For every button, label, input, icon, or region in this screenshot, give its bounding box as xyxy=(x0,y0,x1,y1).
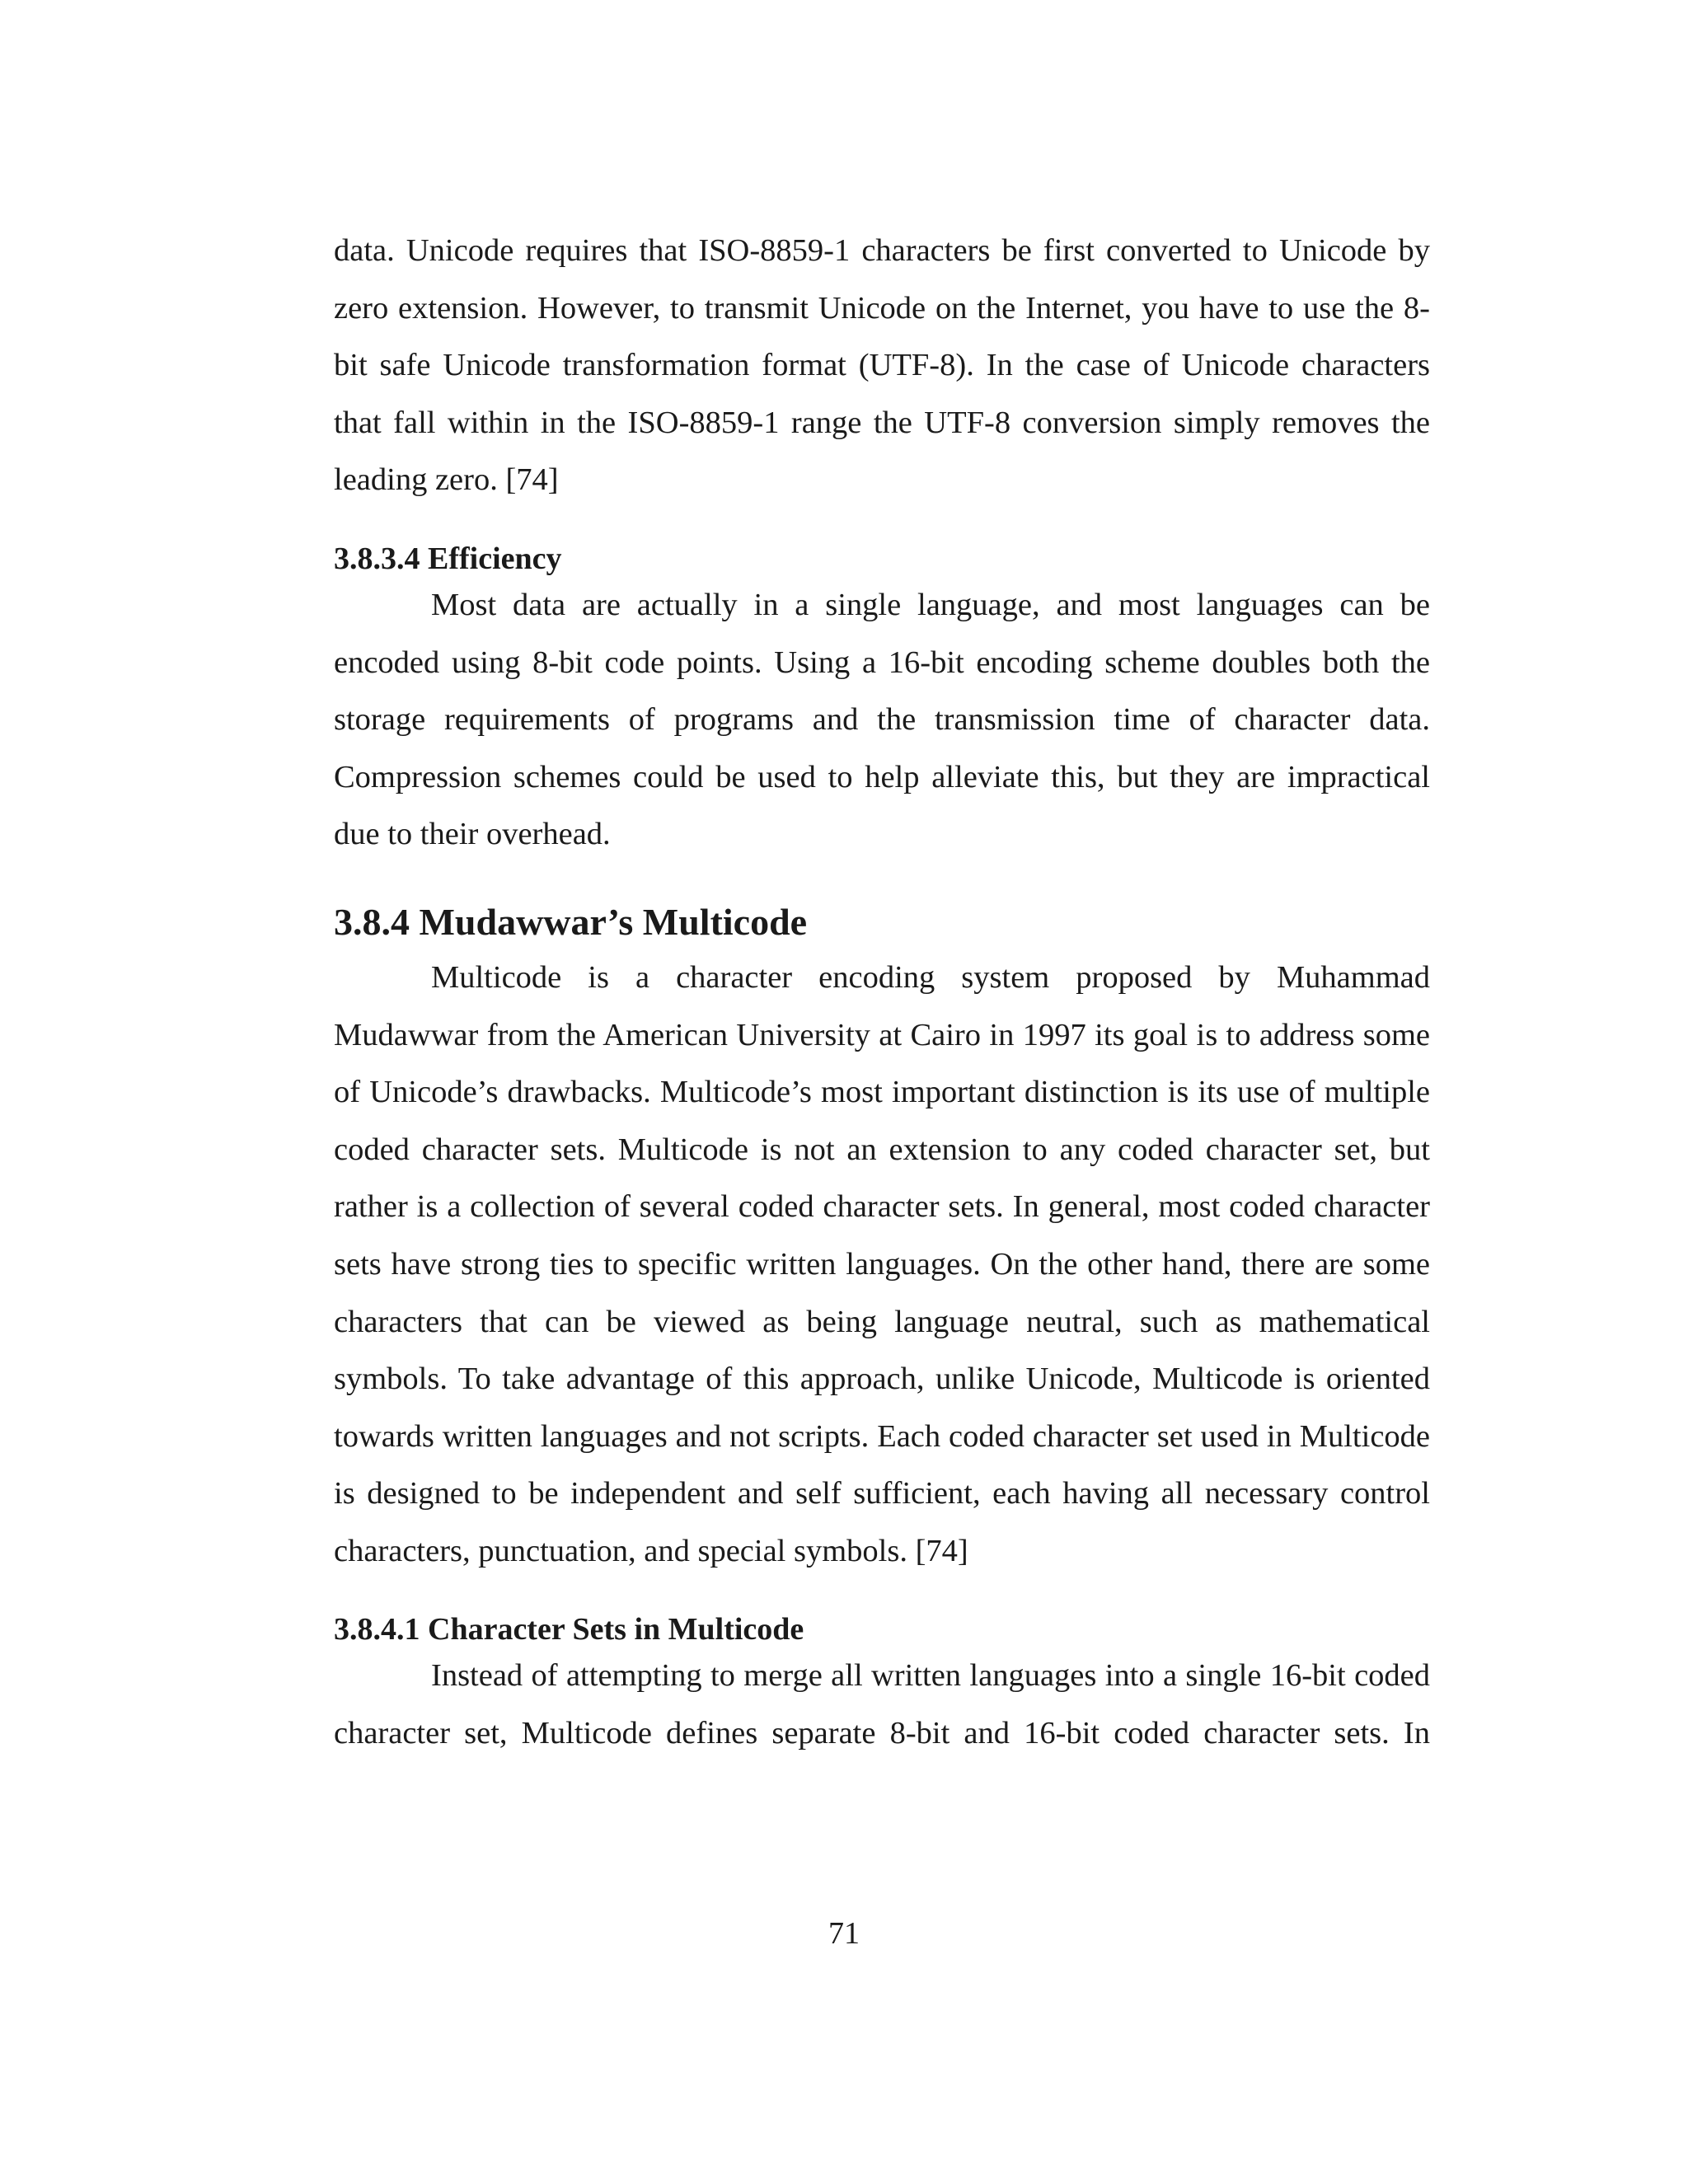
page-number: 71 xyxy=(828,1916,860,1951)
intro-paragraph: data. Unicode requires that ISO-8859-1 characters be first converted to Unicode by zero extension. However, to transmit Unicode on the Internet, you have to use the 8-bit safe Unicode transformation format (UTF-8). In the case of Unicode characters that fall within in the ISO-8859-1 range the UTF-8 conversion simply removes the leading zero. [74] xyxy=(334,233,1430,498)
page-body xyxy=(334,223,1430,1763)
efficiency-paragraph: Most data are actually in a single language, and most languages can be encoded using 8-bit code points. Using a 16-bit encoding scheme doubles both the storage requirements of programs and the transmission time of character data. Compression schemes could be used to help alleviate this, but they are impractical due to their overhead. xyxy=(334,587,1430,852)
heading-efficiency: 3.8.3.4 Efficiency xyxy=(334,541,562,576)
multicode-paragraph: Multicode is a character encoding system proposed by Muhammad Mudawwar from the American University at Cairo in 1997 its goal is to address some of Unicode’s drawbacks. Multicode’s most important distinction is its use of multiple coded character sets. Multicode is not an extension to any coded character set, but rather is a collection of several coded character sets. In general, most coded character sets have strong ties to specific written languages. On the other hand, there are some characters that can be viewed as being language neutral, such as mathematical symbols. To take advantage of this approach, unlike Unicode, Multicode is oriented towards written languages and not scripts. Each coded character set used in Multicode is designed to be independent and self sufficient, each having all necessary control characters, punctuation, and special symbols. [74] xyxy=(334,959,1430,1568)
heading-character-sets: 3.8.4.1 Character Sets in Multicode xyxy=(334,1612,804,1647)
heading-multicode: 3.8.4 Mudawwar’s Multicode xyxy=(334,900,808,943)
character-sets-paragraph: Instead of attempting to merge all written languages into a single 16-bit coded character set, Multicode defines separate 8-bit and 16-bit coded character sets. In xyxy=(334,1658,1430,1751)
